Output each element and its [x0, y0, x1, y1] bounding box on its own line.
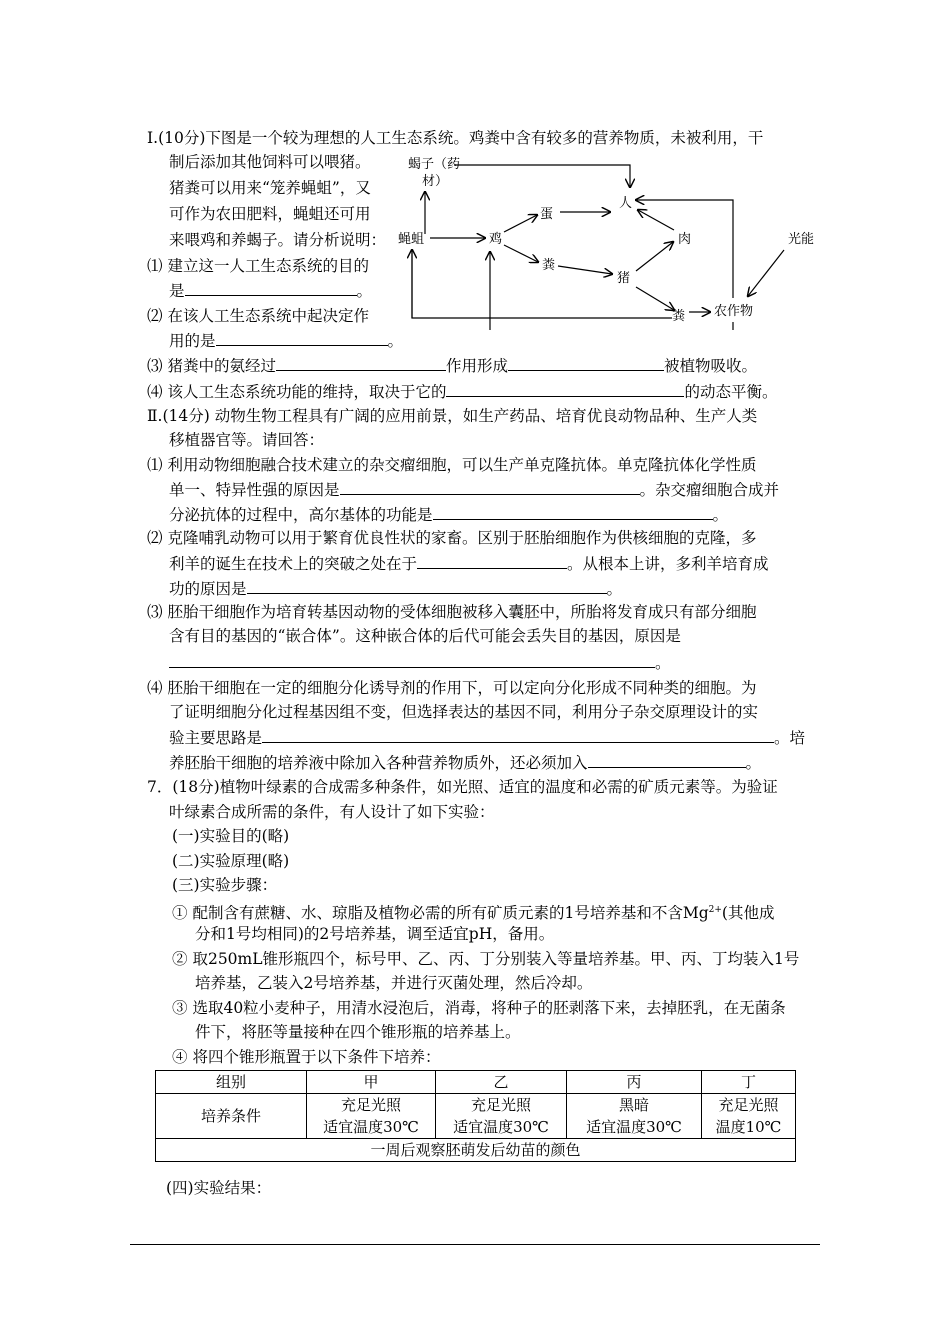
arrow — [636, 200, 733, 298]
answer-blank[interactable] — [340, 477, 640, 495]
step-1: ① 配制含有蔗糖、水、琼脂及植物必需的所有矿质元素的1号培养基和不含$Mg^{2+}$(其他成 — [172, 904, 775, 923]
chicken-label: 鸡 — [489, 232, 503, 247]
crops-label: 农作物 — [714, 304, 754, 319]
answer-blank[interactable] — [169, 650, 655, 668]
manure-label-2: 粪 — [672, 309, 686, 324]
section2-q3: ⑶ 胚胎干细胞作为培育转基因动物的受体细胞被移入囊胚中，所胎将发育成只有部分细胞 — [147, 603, 757, 621]
table-footer: 一周后观察胚萌发后幼苗的颜色 — [156, 1139, 796, 1162]
answer-blank[interactable] — [216, 328, 388, 346]
light-label: 光能 — [788, 232, 815, 247]
arrow — [454, 165, 630, 187]
meat-label: 肉 — [678, 232, 692, 247]
section3-part: (四)实验结果： — [166, 1179, 272, 1197]
step-4: ④ 将四个锥形瓶置于以下条件下培养： — [172, 1048, 441, 1066]
section1-header: Ⅰ.(10分)下图是一个较为理想的人工生态系统。鸡粪中含有较多的营养物质，未被利用，干 — [147, 129, 764, 147]
section2-q1: ⑴ 利用动物细胞融合技术建立的杂交瘤细胞，可以生产单克隆抗体。单克隆抗体化学性质 — [147, 456, 757, 474]
section1-q2-cont: 用的是 。 — [169, 328, 403, 353]
section1-q2: ⑵ 在该人工生态系统中起决定作 — [147, 307, 369, 325]
section1-intro-line: 来喂鸡和养蝎子。请分析说明： — [169, 231, 387, 249]
answer-blank[interactable] — [185, 278, 357, 296]
section1-q1: ⑴ 建立这一人工生态系统的目的 — [147, 257, 369, 275]
step-2-cont: 培养基，乙装入2号培养基，并进行灭菌处理，然后冷却。 — [195, 974, 593, 992]
answer-blank[interactable] — [417, 551, 567, 569]
table-cell: 充足光照 适宜温度30℃ — [307, 1094, 436, 1139]
section2-q4-line: 养胚胎干细胞的培养液中除加入各种营养物质外，还必须加入 。 — [169, 750, 761, 775]
table-header-cell: 甲 — [307, 1071, 436, 1094]
section1-q1-cont: 是 。 — [169, 278, 372, 303]
section1-q4: ⑷ 该人工生态系统功能的维持，取决于它的 的动态平衡。 — [147, 379, 777, 404]
table-row — [156, 1094, 796, 1139]
manure-label: 粪 — [542, 258, 556, 273]
section2-q3-line: 含有目的基因的“嵌合体”。这种嵌合体的后代可能会丢失目的基因，原因是 — [169, 627, 681, 645]
footer-rule — [130, 1244, 820, 1245]
section1-intro-line: 猪粪可以用来“笼养蝇蛆”，又 — [169, 179, 371, 197]
table-row-label: 培养条件 — [156, 1094, 307, 1139]
table-footer-row — [156, 1139, 796, 1162]
arrow — [748, 250, 784, 296]
scorpion-label-2: 材） — [422, 174, 449, 189]
section3-part: (一)实验目的(略) — [172, 827, 290, 845]
section3-part: (三)实验步骤： — [172, 876, 278, 894]
table-header-row — [156, 1071, 796, 1094]
table-cell: 黑暗 适宜温度30℃ — [567, 1094, 702, 1139]
scorpion-label: 蝎子（药 — [408, 157, 461, 172]
ecosystem-diagram — [392, 150, 832, 330]
section2-q4-line: 验主要思路是 。培 — [169, 725, 805, 750]
arrow — [558, 266, 612, 274]
section2-q2: ⑵ 克隆哺乳动物可以用于繁育优良性状的家畜。区别于胚胎细胞作为供核细胞的克隆，多 — [147, 529, 757, 547]
step-3: ③ 选取40粒小麦种子，用清水浸泡后，消毒，将种子的胚剥落下来，去掉胚乳，在无菌条 — [172, 999, 786, 1017]
section2-q4-line: 了证明细胞分化过程基因组不变，但选择表达的基因不同，利用分子杂交原理设计的实 — [169, 703, 759, 721]
section2-intro-line: 移植器官等。请回答： — [169, 431, 325, 449]
section2-q3-line: 。 — [169, 650, 671, 675]
table-header-cell: 丙 — [567, 1071, 702, 1094]
arrow — [636, 287, 674, 310]
arrow — [638, 210, 674, 230]
answer-blank[interactable] — [588, 750, 746, 768]
answer-blank[interactable] — [262, 725, 774, 743]
section3-header: 7．(18分)植物叶绿素的合成需多种条件，如光照、适宜的温度和必需的矿质元素等。为验证 — [147, 778, 778, 796]
table-header-cell: 丁 — [702, 1071, 796, 1094]
maggot-label: 蝇蛆 — [398, 232, 425, 247]
answer-blank[interactable] — [508, 353, 664, 371]
egg-label: 蛋 — [540, 207, 554, 222]
section2-header: Ⅱ.(14分) 动物生物工程具有广阔的应用前景，如生产药品、培育优良动物品种、生产人类 — [147, 407, 758, 425]
section1-intro-line: 可作为农田肥料，蝇蛆还可用 — [169, 205, 371, 223]
section1-intro-line: 制后添加其他饲料可以喂猪。 — [169, 153, 371, 171]
arrow — [504, 215, 537, 232]
answer-blank[interactable] — [276, 353, 446, 371]
section2-q1-line: 分泌抗体的过程中，高尔基体的功能是 。 — [169, 502, 728, 527]
conditions-table — [155, 1070, 796, 1162]
answer-blank[interactable] — [446, 379, 684, 397]
section2-q1-line: 单一、特异性强的原因是 。杂交瘤细胞合成并 — [169, 477, 779, 502]
arrow — [636, 242, 673, 271]
section1-q3: ⑶ 猪粪中的氨经过 作用形成 被植物吸收。 — [147, 353, 757, 378]
section2-q2-line: 功的原因是 。 — [169, 576, 622, 601]
step-3-cont: 件下，将胚等量接种在四个锥形瓶的培养基上。 — [195, 1023, 521, 1041]
human-label: 人 — [619, 196, 633, 211]
table-cell: 充足光照 温度10℃ — [702, 1094, 796, 1139]
arrow — [504, 245, 538, 262]
table-header-cell: 组别 — [156, 1071, 307, 1094]
answer-blank[interactable] — [247, 576, 607, 594]
section3-part: (二)实验原理(略) — [172, 852, 290, 870]
step-1-cont: 分和1号均相同)的2号培养基，调至适宜pH，备用。 — [195, 925, 555, 943]
section2-q4: ⑷ 胚胎干细胞在一定的细胞分化诱导剂的作用下，可以定向分化形成不同种类的细胞。为 — [147, 679, 757, 697]
step-2: ② 取250mL锥形瓶四个，标号甲、乙、丙、丁分别装入等量培养基。甲、丙、丁均装入1号 — [172, 950, 800, 968]
section3-intro-line: 叶绿素合成所需的条件，有人设计了如下实验： — [169, 803, 495, 821]
section2-q2-line: 利羊的诞生在技术上的突破之处在于 。从根本上讲，多利羊培育成 — [169, 551, 769, 576]
answer-blank[interactable] — [433, 502, 713, 520]
table-header-cell: 乙 — [436, 1071, 567, 1094]
table-cell: 充足光照 适宜温度30℃ — [436, 1094, 567, 1139]
pig-label: 猪 — [617, 271, 631, 286]
